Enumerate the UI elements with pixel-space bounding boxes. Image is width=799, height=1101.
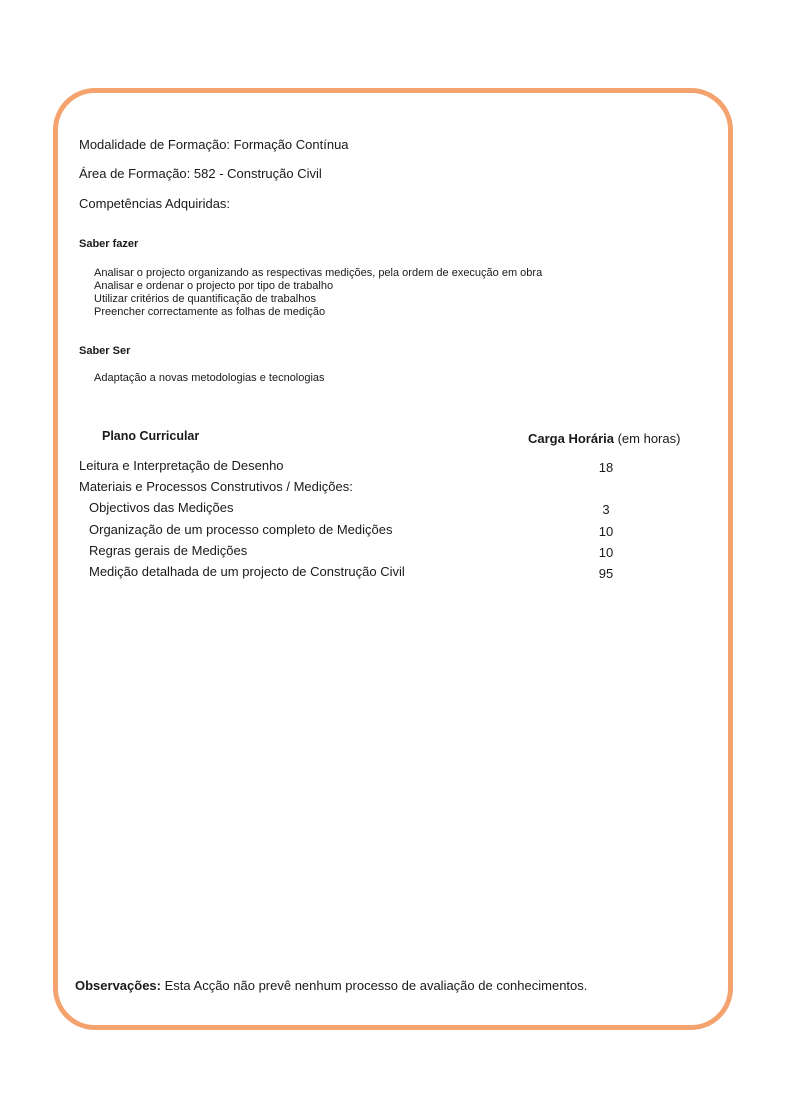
saber-ser-item: Adaptação a novas metodologias e tecnologias	[94, 372, 325, 384]
observacoes-label: Observações:	[75, 978, 161, 993]
plan-row-hours: 95	[598, 566, 614, 581]
area-line: Área de Formação: 582 - Construção Civil	[79, 166, 322, 181]
modalidade-line: Modalidade de Formação: Formação Contínua	[79, 137, 349, 152]
plano-curricular-title: Plano Curricular	[102, 429, 200, 443]
saber-ser-title: Saber Ser	[79, 345, 131, 357]
carga-horaria-unit: (em horas)	[613, 431, 681, 446]
saber-fazer-item: Utilizar critérios de quantificação de trabalhos	[94, 293, 316, 305]
saber-fazer-title: Saber fazer	[79, 238, 139, 250]
saber-fazer-item: Preencher correctamente as folhas de medição	[94, 306, 326, 318]
plan-row-hours: 10	[598, 524, 614, 539]
plan-row-label: Leitura e Interpretação de Desenho	[79, 458, 284, 473]
observacoes-text: Esta Acção não prevê nenhum processo de avaliação de conhecimentos.	[161, 978, 588, 993]
saber-fazer-item: Analisar e ordenar o projecto por tipo de trabalho	[94, 280, 334, 292]
plan-row-hours: 18	[598, 460, 614, 475]
plan-row-label: Objectivos das Medições	[89, 500, 234, 515]
plan-row-hours: 3	[602, 502, 610, 517]
plan-row-label: Organização de um processo completo de Medições	[89, 522, 393, 537]
plan-row-label: Materiais e Processos Construtivos / Medições:	[79, 479, 353, 494]
observacoes-line	[75, 978, 587, 993]
carga-horaria-label: Carga Horária	[528, 431, 614, 446]
document-frame	[53, 88, 733, 1030]
competencias-heading: Competências Adquiridas:	[79, 196, 231, 211]
saber-fazer-item: Analisar o projecto organizando as respectivas medições, pela ordem de execução em obra	[94, 267, 543, 279]
plan-row-hours: 10	[598, 545, 614, 560]
plan-row-label: Medição detalhada de um projecto de Construção Civil	[89, 564, 405, 579]
plan-row-label: Regras gerais de Medições	[89, 543, 248, 558]
carga-horaria-header	[528, 431, 680, 446]
